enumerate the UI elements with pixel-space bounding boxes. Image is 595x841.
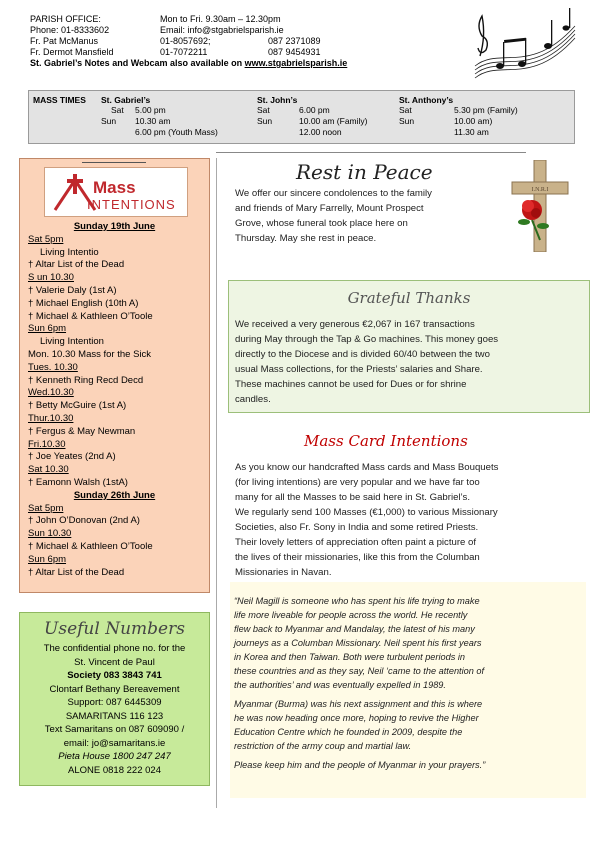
mass-intentions-panel: [19, 158, 210, 593]
grateful-thanks-text: [235, 317, 585, 407]
text-line: many for all the Masses to be said here in St. Gabriel’s.: [235, 492, 470, 503]
intention-mass-time: Mon. 10.30 Mass for the Sick: [28, 349, 152, 360]
church-name: St. Gabriel’s: [101, 95, 151, 105]
text-line: We received a very generous €2,067 in 167 transactions: [235, 319, 475, 330]
quote-line: in Korea and then Taiwan. Both were turbulent periods in: [234, 652, 466, 662]
intention-mass-time: Wed.10.30: [28, 387, 74, 399]
useful-number-line: SAMARITANS 116 123: [65, 710, 164, 722]
quote-line: he was now heading once more, hoping to revive the Higher: [234, 713, 479, 723]
music-notes-graphic: [470, 6, 580, 88]
mass-time: 6.00 pm: [299, 105, 330, 115]
mass-day: Sat: [111, 105, 124, 115]
grateful-thanks-title: Grateful Thanks: [347, 289, 471, 307]
svg-text:I.N.R.I: I.N.R.I: [531, 187, 549, 193]
quote-line: Please keep him and the people of Myanmar in your prayers.”: [234, 760, 486, 770]
intention-mass-time: S un 10.30: [28, 272, 74, 284]
intention-mass-time: Sat 5pm: [28, 233, 64, 245]
header-row: [30, 25, 430, 36]
quote-line: life more liveable for people across the world. He recently: [234, 610, 468, 620]
logo-text: INTENTIONS: [87, 197, 176, 212]
intention-line: † John O’Donovan (2nd A): [28, 515, 140, 527]
intention-line: † Fergus & May Newman: [28, 425, 136, 437]
intention-line: † Altar List of the Dead: [28, 259, 125, 271]
missionary-quote-box: [230, 582, 586, 798]
website-link[interactable]: www.stgabrielsparish.ie: [244, 58, 348, 68]
quote-line: Education Centre which he founded in 2009, despite the: [234, 727, 463, 737]
useful-number-line: The confidential phone no. for the: [43, 643, 186, 654]
mass-card-intentions-text: [235, 460, 590, 580]
mass-time: 12.00 noon: [299, 127, 342, 137]
text-line: the lives of their missionaries, like this from the Columban: [235, 552, 480, 563]
intention-line: † Michael & Kathleen O’Toole: [28, 310, 153, 322]
logo-text: Mass: [93, 178, 136, 197]
quote-line: flew back to Myanmar and Mandalay, the latest of his many: [234, 624, 475, 634]
intention-line: † Betty McGuire (1st A): [28, 400, 127, 412]
useful-numbers-panel: [19, 612, 210, 786]
mass-day: Sun: [101, 116, 117, 126]
useful-number-line: Society 083 3843 741: [67, 670, 162, 681]
church-name: St. Anthony’s: [399, 95, 454, 105]
intention-line: Living Intention: [40, 336, 104, 348]
rest-in-peace-text: [235, 186, 505, 246]
intention-line: Living Intentio: [40, 246, 99, 258]
quote-line: restriction of the army coup and martial law.: [234, 741, 412, 751]
church-name: St. John’s: [257, 95, 298, 105]
priest-mobile: 087 2371089: [268, 36, 321, 46]
mass-time: 11.30 am: [454, 127, 489, 137]
mass-time: 10.30 am: [135, 116, 171, 126]
cross-logo-icon: [45, 168, 187, 216]
webcam-notice: [30, 58, 430, 69]
intention-mass-time: Thur.10.30: [28, 413, 74, 424]
mass-day: Sun: [399, 116, 415, 126]
text-line: Their lovely letters of appreciation often paint a picture of: [235, 537, 477, 548]
text-line: We regularly send 100 Masses (€1,000) to various Missionary: [235, 507, 498, 518]
intention-mass-time: Sun 10.30: [28, 528, 72, 540]
mass-times-label: MASS TIMES: [33, 95, 86, 105]
intention-line: † Kenneth Ring Recd Decd: [28, 374, 144, 386]
webcam-notice-text: St. Gabriel’s Notes and Webcam also available on: [30, 58, 245, 68]
intention-line: † Eamonn Walsh (1stA): [28, 477, 128, 488]
text-line: We offer our sincere condolences to the family: [235, 188, 432, 199]
text-line: and friends of Mary Farrelly, Mount Prospect: [235, 203, 424, 214]
mass-day: Sat: [257, 105, 270, 115]
useful-number-line: Clontarf Bethany Bereavement: [49, 683, 180, 695]
email-address[interactable]: Email: info@stgabrielsparish.ie: [160, 25, 284, 35]
header-row: [30, 14, 430, 25]
mass-time: 10.00 am): [454, 116, 493, 126]
mass-card-intentions-title: Mass Card Intentions: [304, 432, 468, 450]
intention-mass-time: Sat 10.30: [28, 464, 69, 476]
mass-intentions-logo: [44, 167, 188, 217]
priest-mobile: 087 9454931: [268, 47, 321, 57]
useful-number-line: Pieta House 1800 247 247: [58, 751, 171, 762]
priest-name: Fr. Dermot Mansfield: [30, 47, 114, 57]
quote-line: “Neil Magill is someone who has spent his life trying to make: [234, 596, 480, 606]
intention-line: † Valerie Daly (1st A): [28, 285, 117, 296]
mass-time: 5.00 pm: [135, 105, 166, 115]
rest-in-peace-title: Rest in Peace: [296, 160, 433, 184]
useful-number-line: Text Samaritans on 087 609090 /: [44, 724, 185, 735]
useful-number-line: St. Vincent de Paul: [74, 656, 155, 668]
intention-mass-time: Sat 5pm: [28, 502, 64, 514]
intention-mass-time: Sun 6pm: [28, 323, 67, 335]
intention-mass-time: Tues. 10.30: [28, 361, 78, 373]
phone-number: Phone: 01-8333602: [30, 25, 110, 35]
useful-numbers-title: Useful Numbers: [44, 619, 185, 639]
intention-mass-time: Sun 6pm: [28, 553, 67, 565]
intention-line: † Michael English (10th A): [28, 297, 139, 309]
intention-date-heading: Sunday 26th June: [73, 489, 156, 501]
text-line: These machines cannot be used for Dues or for shrine: [235, 379, 467, 390]
text-line: Missionaries in Navan.: [235, 567, 332, 578]
text-line: Societies, also Fr. Sony in India and some retired Priests.: [235, 522, 479, 533]
intention-date-heading: Sunday 19th June: [73, 221, 156, 232]
parish-office-header: [30, 14, 430, 69]
mass-time: 10.00 am (Family): [299, 116, 368, 126]
header-row: [30, 36, 430, 47]
useful-number-line: email: jo@samaritans.ie: [63, 737, 166, 749]
intention-mass-time: Fri.10.30: [28, 438, 66, 450]
mass-time: 6.00 pm (Youth Mass): [135, 127, 218, 137]
intention-line: † Joe Yeates (2nd A): [28, 451, 116, 463]
quote-line: journeys as a Columban Missionary. Neil spent his first years: [234, 638, 482, 648]
column-divider: [216, 158, 217, 808]
text-line: candles.: [235, 394, 271, 405]
priest-phone: 01-8057692;: [160, 36, 211, 46]
header-row: [30, 47, 430, 58]
mass-times-box: [28, 90, 575, 144]
intention-line: † Altar List of the Dead: [28, 566, 125, 578]
header-label: PARISH OFFICE:: [30, 14, 101, 24]
section-divider: [216, 152, 526, 153]
quote-line: Myanmar (Burma) was his next assignment and this is where: [234, 699, 483, 709]
quote-line: these countries and as they say, Neil ‘came to the attention of: [234, 666, 485, 676]
text-line: Grove, whose funeral took place here on: [235, 218, 408, 229]
text-line: (for living intentions) are very popular and we have far too: [235, 477, 480, 488]
text-line: As you know our handcrafted Mass cards and Mass Bouquets: [235, 462, 499, 473]
panel-rule: [82, 162, 146, 163]
grateful-thanks-box: [228, 280, 590, 413]
mass-day: Sat: [399, 105, 412, 115]
useful-number-line: Support: 087 6445309: [67, 697, 162, 708]
text-line: usual Mass collections, for the Priests’ salaries and Share.: [235, 364, 483, 375]
text-line: directly to the Diocese and is divided 60/40 between the two: [235, 349, 490, 360]
priest-name: Fr. Pat McManus: [30, 36, 99, 46]
cross-with-rose-image: [510, 160, 570, 252]
mass-day: Sun: [257, 116, 273, 126]
office-hours: Mon to Fri. 9.30am – 12.30pm: [160, 14, 281, 24]
priest-phone: 01-7072211: [160, 47, 208, 57]
mass-time: 5.30 pm (Family): [454, 105, 518, 115]
useful-number-line: ALONE 0818 222 024: [68, 764, 161, 776]
quote-line: the authorities’ and was eventually expelled in 1989.: [234, 680, 446, 690]
text-line: Thursday. May she rest in peace.: [235, 233, 377, 244]
intention-line: † Michael & Kathleen O’Toole: [28, 541, 153, 552]
text-line: during May through the Tap & Go machines. This money goes: [235, 334, 499, 345]
